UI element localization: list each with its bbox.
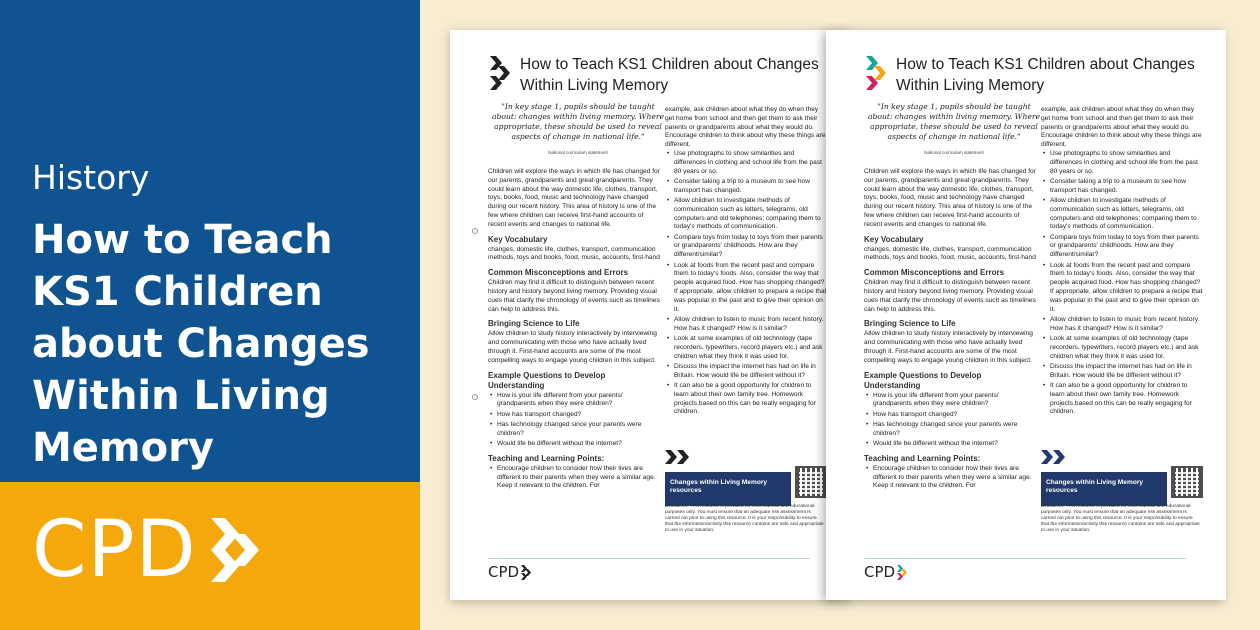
list-item: • Would life be different without the internet? — [488, 440, 660, 449]
chevron-arrows-icon — [521, 564, 531, 580]
science-text: Allow children to study history interactively by interviewing and communicating with those who have actually lived through it. First-hand accounts are some of the most compelling ways to engage young children in this subject. — [864, 330, 1033, 364]
document-title: How to Teach KS1 Children about Changes Within Living Memory — [520, 56, 819, 94]
footer-logo — [488, 563, 531, 581]
footer-divider — [488, 558, 810, 559]
footer-logo-text: CPD — [488, 563, 520, 581]
quote-source: National curriculum statement — [924, 150, 984, 155]
teaching-list — [864, 465, 1036, 491]
list-item: • Look at foods from the recent past and compare them to today's foods. Also, consider the way that people acquired food. How has shopping changed? If appropriate, allow children to prepare a recipe that was popular in the past and to give their opinion on it. — [665, 262, 827, 315]
footer-logo — [864, 563, 907, 581]
list-item: • Would life be different without the internet? — [864, 440, 1036, 449]
questions-heading: Example Questions to Develop Understanding — [864, 370, 982, 390]
left-column — [864, 168, 1036, 493]
list-item: • Allow children to investigate methods of communication such as letters, telegrams, old computers and old telephones; comparing them to today's methods of communication. — [1041, 197, 1203, 232]
teaching-points-list — [1041, 150, 1203, 417]
curriculum-quote — [492, 102, 664, 158]
list-item: • Consider taking a trip to a museum to see how transport has changed. — [1041, 178, 1203, 196]
chevron-pair-icon — [665, 450, 691, 464]
resource-link[interactable]: Changes within Living Memory resources — [665, 472, 791, 506]
misconceptions-heading: Common Misconceptions and Errors — [864, 268, 1005, 278]
questions-list — [864, 392, 1036, 449]
questions-heading: Example Questions to Develop Understanding — [488, 370, 606, 390]
science-text: Allow children to study history interactively by interviewing and communicating with those who have actually lived through it. First-hand accounts are some of the most compelling ways to engage young children in this subject. — [488, 330, 657, 364]
vocab-text: changes, domestic life, clothes, transport, communication methods, toys and books, food, music, accounts, first-hand — [488, 245, 660, 262]
chevron-arrows-icon — [897, 564, 907, 580]
right-column — [665, 106, 827, 419]
subject-label: History — [32, 158, 150, 197]
right-column — [1041, 106, 1203, 419]
list-item: • Look at foods from the recent past and compare them to today's foods. Also, consider the way that people acquired food. How has shopping changed? If appropriate, allow children to prepare a recipe that was popular in the past and to give their opinion on it. — [1041, 262, 1203, 315]
list-item: • It can also be a good opportunity for children to learn about their own family tree. Homework projects based on this can be really engaging for children. — [665, 382, 827, 417]
quote-text: "In key stage 1, pupils should be taught about: changes within living memory. Where appropriate, these should be used to reveal aspects of change in national life." — [868, 102, 1040, 141]
quote-source: National curriculum statement — [548, 150, 608, 155]
science-heading: Bringing Science to Life — [488, 319, 580, 329]
resource-block — [665, 450, 827, 506]
right-intro: example, ask children about what they do when they get home from school and then get them to ask their parents or grandparents about what they would do. Encourage children to think about why these things are different. — [1041, 106, 1202, 149]
qr-code-icon — [1171, 466, 1203, 498]
science-heading: Bringing Science to Life — [864, 319, 956, 329]
list-item: • How has transport changed? — [488, 411, 660, 420]
teaching-list — [488, 465, 660, 491]
misconceptions-text: Children may find it difficult to distinguish between recent history and history beyond living memory. Providing visual cues that clarify the chronology of events such as timelines can help to address this. — [488, 279, 660, 313]
qr-code-icon — [795, 466, 827, 498]
document-title: How to Teach KS1 Children about Changes Within Living Memory — [896, 56, 1195, 94]
list-item: • It can also be a good opportunity for children to learn about their own family tree. Homework projects based on this can be really engaging for children. — [1041, 382, 1203, 417]
list-item: • How has transport changed? — [864, 411, 1036, 420]
document-page-colour — [826, 30, 1226, 600]
list-item: • Use photographs to show similarities and differences in clothing and school life from the past 80 years or so. — [1041, 150, 1203, 176]
list-item: • Has technology changed since your parents were children? — [488, 421, 660, 439]
punch-hole — [472, 394, 478, 400]
questions-list — [488, 392, 660, 449]
disclaimer: Disclaimer: This resource is provided for informational and educational purposes only. You must ensure that an adequate risk assessment is carried out prior to using this resource. It is your responsibility to ensure that the information/activity this resource contains are safe and appropriate to use in your situation. — [1041, 504, 1200, 533]
list-item: • Discuss the impact the internet has had on life in Britain. How would life be different without it? — [1041, 363, 1203, 381]
list-item: • Look at some examples of old technology (tape recorders, typewriters, record players etc.) and ask children what they think it was used for. — [1041, 335, 1203, 361]
left-column — [488, 168, 660, 493]
list-item: • How is your life different from your parents/ grandparents when they were children? — [864, 392, 1036, 410]
intro-text: Children will explore the ways in which life has changed for our parents, grandparents and great-grandparents. They could learn about the way domestic life, clothes, transport, toys, books, food, music and technology have changed during our recent history. This area of history is one of the few where children can receive first-hand accounts of recent events and changes to national life. — [864, 168, 1036, 228]
chevron-logo-icon — [488, 54, 510, 94]
quote-text: "In key stage 1, pupils should be taught about: changes within living memory. Where appropriate, these should be used to reveal aspects of change in national life." — [492, 102, 664, 141]
curriculum-quote — [868, 102, 1040, 158]
banner-title: How to Teach KS1 Children about Changes Within Living Memory — [32, 217, 370, 471]
vocab-text: changes, domestic life, clothes, transport, communication methods, toys and books, food, music, accounts, first-hand — [864, 245, 1036, 262]
document-header — [488, 54, 820, 96]
chevron-pair-icon — [1041, 450, 1067, 464]
misconceptions-heading: Common Misconceptions and Errors — [488, 268, 629, 278]
list-item: • Allow children to listen to music from recent history. How has it changed? How is it similar? — [665, 316, 827, 334]
list-item: • Use photographs to show similarities and differences in clothing and school life from the past 80 years or so. — [665, 150, 827, 176]
list-item: • Compare toys from today to toys from their parents or grandparents' childhoods. How are they different/similar? — [1041, 234, 1203, 260]
document-header — [864, 54, 1196, 96]
resource-block — [1041, 450, 1203, 506]
vocab-heading: Key Vocabulary — [864, 234, 924, 244]
list-item: • How is your life different from your parents/ grandparents when they were children? — [488, 392, 660, 410]
punch-hole — [472, 228, 478, 234]
footer-divider — [864, 558, 1186, 559]
footer-logo-text: CPD — [864, 563, 896, 581]
list-item: • Compare toys from today to toys from their parents or grandparents' childhoods. How are they different/similar? — [665, 234, 827, 260]
chevron-arrows-icon — [205, 512, 265, 588]
misconceptions-text: Children may find it difficult to distinguish between recent history and history beyond living memory. Providing visual cues that clarify the chronology of events such as timelines can help to address this. — [864, 279, 1036, 313]
list-item: • Discuss the impact the internet has had on life in Britain. How would life be different without it? — [665, 363, 827, 381]
intro-text: Children will explore the ways in which life has changed for our parents, grandparents and great-grandparents. They could learn about the way domestic life, clothes, transport, toys, books, food, music and technology have changed during our recent history. This area of history is one of the few where children can receive first-hand accounts of recent events and changes to national life. — [488, 168, 660, 228]
right-intro: example, ask children about what they do when they get home from school and then get them to ask their parents or grandparents about what they would do. Encourage children to think about why these things are different. — [665, 106, 826, 149]
list-item: • Look at some examples of old technology (tape recorders, typewriters, record players etc.) and ask children what they think it was used for. — [665, 335, 827, 361]
teaching-heading: Teaching and Learning Points: — [864, 453, 981, 463]
list-item: • Allow children to investigate methods of communication such as letters, telegrams, old computers and old telephones; comparing them to today's methods of communication. — [665, 197, 827, 232]
vocab-heading: Key Vocabulary — [488, 234, 548, 244]
cpd-logo — [32, 505, 265, 595]
teaching-heading: Teaching and Learning Points: — [488, 453, 605, 463]
teaching-points-list — [665, 150, 827, 417]
chevron-logo-icon — [864, 54, 886, 94]
disclaimer: Disclaimer: This resource is provided for informational and educational purposes only. You must ensure that an adequate risk assessment is carried out prior to using this resource. It is your responsibility to ensure that the information/activity this resource contains are safe and appropriate to use in your situation. — [665, 504, 824, 533]
list-item: • Encourage children to consider how their lives are different to their parents when they were a similar age. Keep it relevant to the children. For — [864, 465, 1036, 491]
list-item: • Encourage children to consider how their lives are different to their parents when they were a similar age. Keep it relevant to the children. For — [488, 465, 660, 491]
cpd-logo-text: CPD — [32, 505, 197, 595]
list-item: • Has technology changed since your parents were children? — [864, 421, 1036, 439]
document-page-black — [450, 30, 850, 600]
resource-link[interactable]: Changes within Living Memory resources — [1041, 472, 1167, 506]
list-item: • Consider taking a trip to a museum to see how transport has changed. — [665, 178, 827, 196]
list-item: • Allow children to listen to music from recent history. How has it changed? How is it similar? — [1041, 316, 1203, 334]
